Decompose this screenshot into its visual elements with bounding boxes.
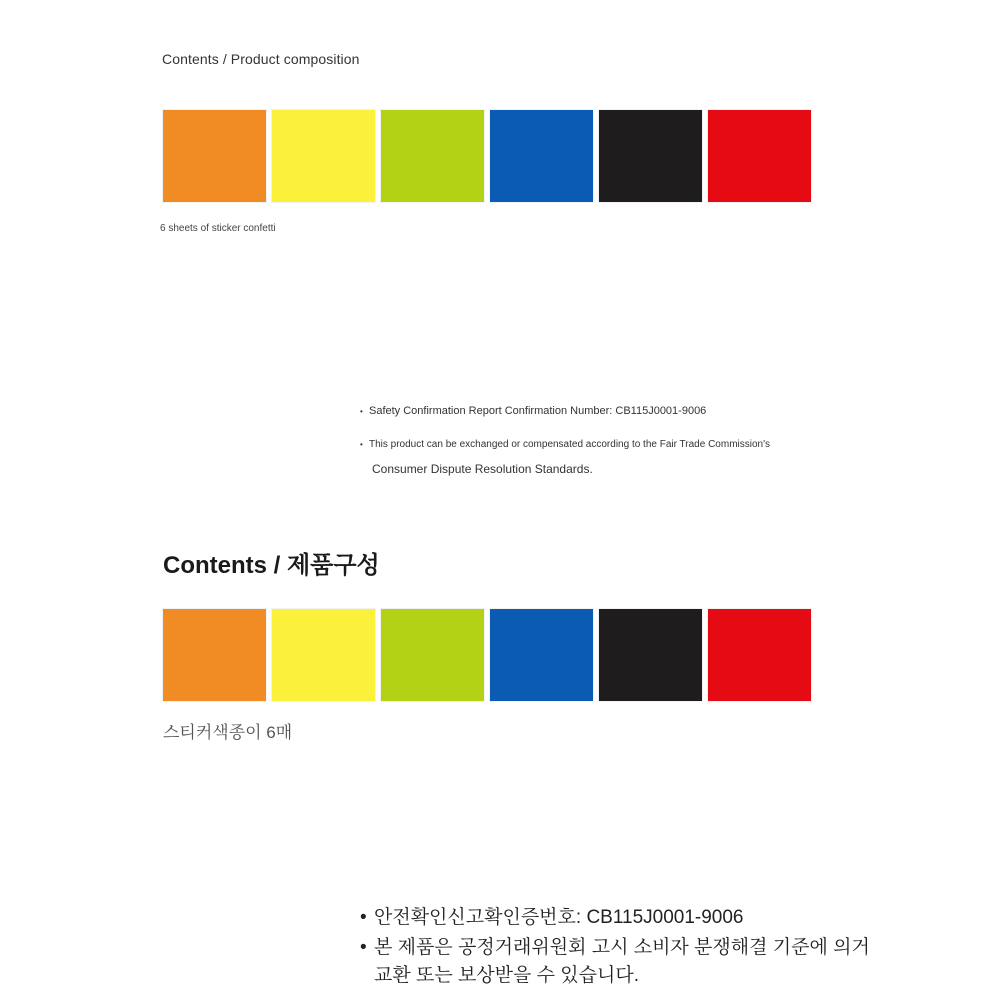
korean-exchange-text-continued: 교환 또는 보상받을 수 있습니다. [374, 965, 639, 986]
english-exchange-text: This product can be exchanged or compensated according to the Fair Trade Commission's [369, 439, 771, 450]
english-safety-note [360, 404, 706, 419]
korean-exchange-note [360, 932, 870, 959]
swatch-blue [490, 110, 593, 202]
swatch-orange [163, 609, 266, 701]
bullet-icon: • [360, 907, 367, 928]
korean-color-swatch-row [163, 609, 811, 701]
swatch-black [599, 609, 702, 701]
swatch-orange [163, 110, 266, 202]
english-exchange-note [360, 438, 770, 452]
korean-swatch-caption: 스티커색종이 6매 [163, 723, 293, 742]
swatch-yellow [272, 110, 375, 202]
bullet-icon: • [360, 407, 363, 416]
korean-exchange-text: 본 제품은 공정거래위원회 고시 소비자 분쟁해결 기준에 의거 [374, 937, 870, 958]
bullet-icon: • [360, 440, 363, 449]
swatch-black [599, 110, 702, 202]
korean-safety-note [360, 902, 744, 929]
english-color-swatch-row [163, 110, 811, 202]
english-contents-heading: Contents / Product composition [162, 51, 360, 67]
swatch-red [708, 609, 811, 701]
swatch-lime-green [381, 110, 484, 202]
english-exchange-text-continued: Consumer Dispute Resolution Standards. [372, 462, 593, 476]
swatch-blue [490, 609, 593, 701]
bullet-icon: • [360, 937, 367, 958]
english-swatch-caption: 6 sheets of sticker confetti [160, 223, 276, 234]
korean-safety-text: 안전확인신고확인증번호: CB115J0001-9006 [374, 907, 744, 928]
english-safety-text: Safety Confirmation Report Confirmation Number: CB115J0001-9006 [369, 405, 707, 417]
swatch-red [708, 110, 811, 202]
korean-contents-heading: Contents / 제품구성 [163, 552, 380, 579]
swatch-yellow [272, 609, 375, 701]
swatch-lime-green [381, 609, 484, 701]
